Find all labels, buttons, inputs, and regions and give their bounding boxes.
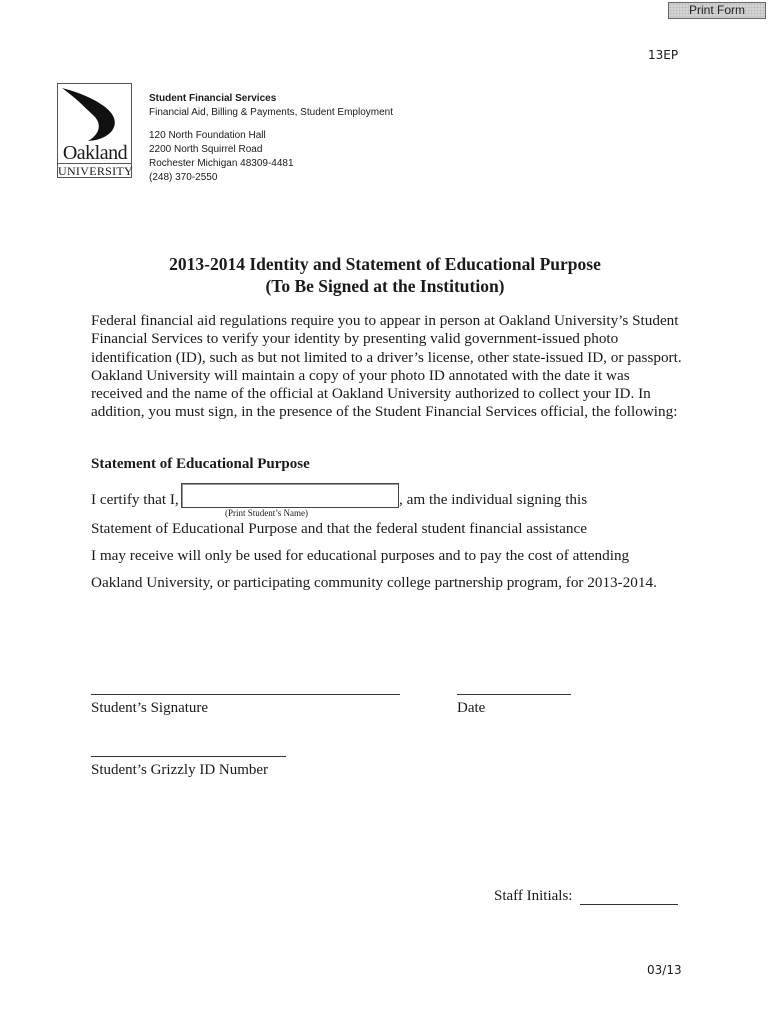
page-title <box>0 253 770 297</box>
signature-label: Student’s Signature <box>91 700 209 716</box>
oak-leaf-icon <box>58 84 131 144</box>
office-services: Financial Aid, Billing & Payments, Student Employment <box>149 107 394 118</box>
date-line[interactable] <box>457 694 571 695</box>
intro-line: Federal financial aid regulations require you to appear in person at Oakland University’s Student <box>91 312 679 329</box>
office-city: Rochester Michigan 48309-4481 <box>149 158 294 169</box>
print-form-button[interactable]: Print Form <box>668 2 766 19</box>
intro-line: received and the name of the official at Oakland University authorized to collect your ID. In <box>91 385 651 403</box>
statement-heading: Statement of Educational Purpose <box>91 456 310 472</box>
office-address-line2: 2200 North Squirrel Road <box>149 144 263 155</box>
revision-date: 03/13 <box>647 963 682 977</box>
form-code: 13EP <box>648 48 679 62</box>
signature-line[interactable] <box>91 694 400 695</box>
intro-line: identification (ID), such as but not limited to a driver’s license, other state-issued ID, or passport. <box>91 348 682 366</box>
intro-line: addition, you must sign, in the presence of the Student Financial Services official, the following: <box>91 403 678 421</box>
office-address-line1: 120 North Foundation Hall <box>149 130 266 141</box>
name-caption: (Print Student’s Name) <box>225 508 308 518</box>
statement-line3: I may receive will only be used for educational purposes and to pay the cost of attending <box>91 547 630 564</box>
intro-line: Oakland University will maintain a copy of your photo ID annotated with the date it was <box>91 366 630 384</box>
date-label: Date <box>457 700 486 716</box>
statement-line4: Oakland University, or participating community college partnership program, for 2013-2014. <box>91 574 657 591</box>
office-phone: (248) 370-2550 <box>149 172 218 183</box>
certify-suffix: , am the individual signing this <box>399 491 588 508</box>
logo-subtitle: UNIVERSITY <box>58 164 133 178</box>
statement-line2: Statement of Educational Purpose and that the federal student financial assistance <box>91 520 587 537</box>
certify-prefix: I certify that I, <box>91 491 179 508</box>
office-address <box>149 92 393 185</box>
student-name-input[interactable] <box>181 483 399 508</box>
title-line1: 2013-2014 Identity and Statement of Educational Purpose <box>169 254 601 274</box>
intro-paragraph <box>91 312 691 422</box>
logo-wordmark: Oakland <box>62 142 128 164</box>
grizzly-id-line[interactable] <box>91 756 286 757</box>
staff-initials-label: Staff Initials: <box>494 888 573 904</box>
office-name: Student Financial Services <box>149 93 277 104</box>
intro-line: Financial Services to verify your identity by presenting valid government-issued photo <box>91 330 619 348</box>
staff-initials-line[interactable] <box>580 904 678 905</box>
title-line2: (To Be Signed at the Institution) <box>265 276 505 296</box>
grizzly-id-label: Student’s Grizzly ID Number <box>91 762 269 778</box>
